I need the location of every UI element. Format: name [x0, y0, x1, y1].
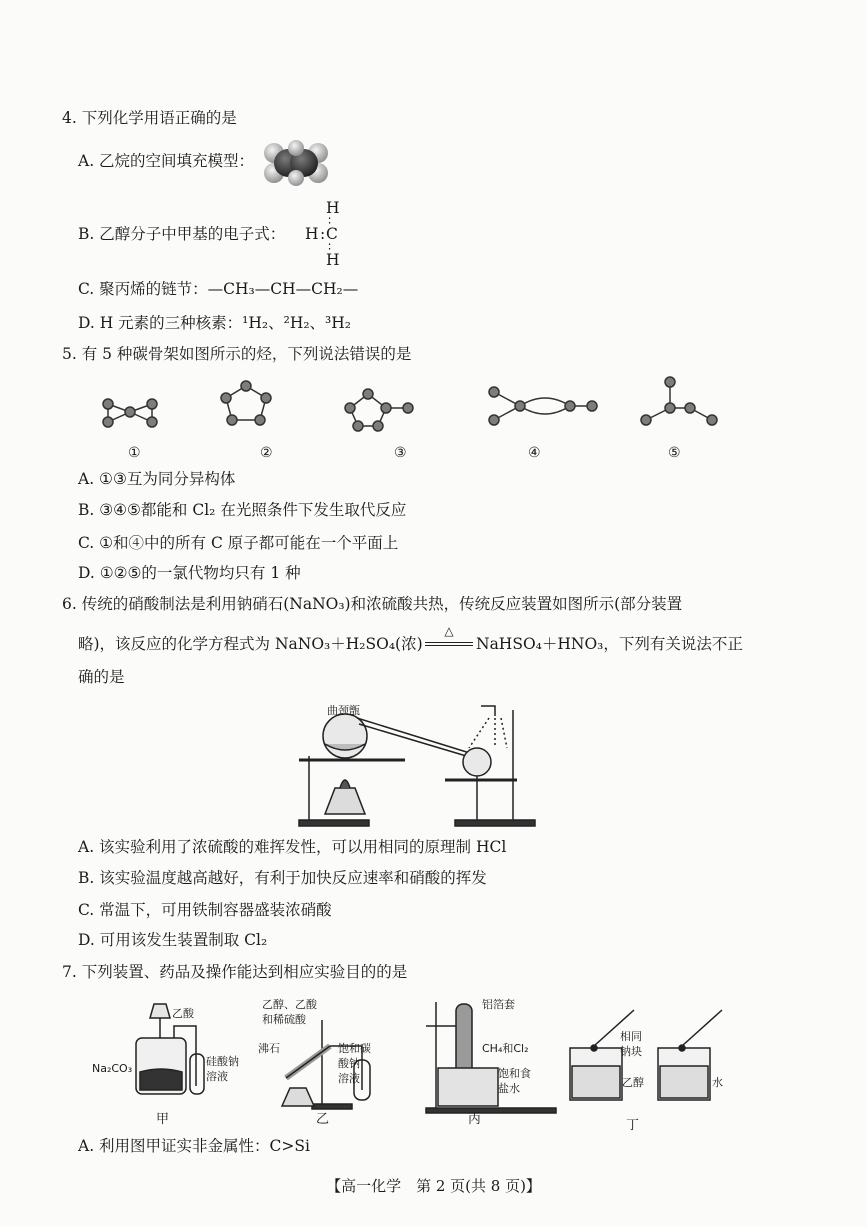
skeleton-label-4: ④ [528, 445, 541, 461]
bing-gas-label: CH₄和Cl₂ [482, 1042, 529, 1055]
electron-pair-bottom: ∶ [328, 240, 332, 254]
bing-caption: 丙 [468, 1112, 482, 1127]
jia-acid-label: 乙酸 [172, 1007, 194, 1020]
q5-option-d: D. ①②⑤的一氯代物均只有 1 种 [78, 564, 301, 582]
q6-option-a: A. 该实验利用了浓硫酸的难挥发性，可以用相同的原理制 HCl [78, 838, 507, 856]
ding-sodium-label-2: 钠块 [620, 1045, 642, 1058]
q6-stem-line2-part1: 略)，该反应的化学方程式为 NaNO₃＋H₂SO₄(浓) [78, 635, 423, 653]
q4-option-b: B. 乙醇分子中甲基的电子式： [78, 225, 286, 243]
q6-option-d: D. 可用该发生装置制取 Cl₂ [78, 931, 268, 949]
q6-option-b: B. 该实验温度越高越好，有利于加快反应速率和硝酸的挥发 [78, 869, 487, 887]
retort-label: 曲颈甑 [327, 704, 360, 717]
yi-solution-label-3: 溶液 [338, 1072, 360, 1085]
yi-reagent-label-1: 乙醇、乙酸 [262, 998, 317, 1011]
q4-option-a: A. 乙烷的空间填充模型： [78, 152, 255, 170]
bing-water-label-1: 饱和食 [498, 1067, 531, 1080]
yi-solution-label-1: 饱和碳 [338, 1042, 371, 1055]
ding-water-label: 水 [712, 1076, 723, 1089]
yi-solution-label-2: 酸钠 [338, 1057, 360, 1070]
electron-pair-top: ∶ [328, 214, 332, 228]
ethane-space-filling-model [262, 140, 330, 186]
q7-stem: 7. 下列装置、药品及操作能达到相应实验目的的是 [62, 963, 408, 981]
page-footer: 【高一化学 第 2 页(共 8 页)】 [326, 1177, 541, 1195]
q4-option-c: C. 聚丙烯的链节：—CH₃—CH—CH₂— [78, 280, 359, 298]
q5-option-c: C. ①和④中的所有 C 原子都可能在一个平面上 [78, 534, 399, 552]
skeleton-label-1: ① [128, 445, 141, 461]
q4-option-d: D. H 元素的三种核素：¹H₂、²H₂、³H₂ [78, 314, 352, 332]
equation-equals [425, 642, 473, 646]
yi-reagent-label-2: 和稀硫酸 [262, 1013, 306, 1026]
yi-caption: 乙 [316, 1112, 330, 1127]
electron-pair-colon: : [320, 225, 324, 243]
yi-boiling-stone-label: 沸石 [258, 1042, 280, 1055]
skeleton-label-5: ⑤ [668, 445, 681, 461]
skeleton-label-3: ③ [394, 445, 407, 461]
q7-option-a: A. 利用图甲证实非金属性：C>Si [78, 1137, 310, 1155]
electron-formula-left-h: H [305, 225, 319, 243]
q4-stem: 4. 下列化学用语正确的是 [62, 109, 237, 127]
skeleton-label-2: ② [260, 445, 273, 461]
q5-option-b: B. ③④⑤都能和 Cl₂ 在光照条件下发生取代反应 [78, 501, 407, 519]
jia-solution-label-1: 硅酸钠 [206, 1055, 239, 1068]
q6-stem-line3: 确的是 [78, 668, 125, 686]
electron-formula-top-h: H [326, 199, 340, 217]
bing-foil-label: 铝箔套 [482, 998, 515, 1011]
jia-salt-label: Na₂CO₃ [92, 1062, 133, 1075]
q5-stem: 5. 有 5 种碳骨架如图所示的烃，下列说法错误的是 [62, 345, 412, 363]
q5-option-a: A. ①③互为同分异构体 [78, 470, 236, 488]
electron-formula-bottom-h: H [326, 251, 340, 269]
electron-formula-c: C [326, 225, 338, 243]
jia-solution-label-2: 溶液 [206, 1070, 228, 1083]
q6-stem-line2-part2: NaHSO₄＋HNO₃，下列有关说法不正 [476, 635, 743, 653]
bing-water-label-2: 盐水 [498, 1082, 520, 1095]
q6-stem-line1: 6. 传统的硝酸制法是利用钠硝石(NaNO₃)和浓硫酸共热，传统反应装置如图所示(部分装置 [62, 595, 683, 613]
carbon-skeletons-figure [70, 372, 790, 460]
ding-ethanol-label: 乙醇 [622, 1076, 644, 1089]
jia-caption: 甲 [156, 1112, 170, 1127]
ding-caption: 丁 [626, 1118, 640, 1133]
heating-condition: △ [444, 624, 454, 638]
ding-sodium-label-1: 相同 [620, 1030, 642, 1043]
q6-option-c: C. 常温下，可用铁制容器盛装浓硝酸 [78, 901, 332, 919]
